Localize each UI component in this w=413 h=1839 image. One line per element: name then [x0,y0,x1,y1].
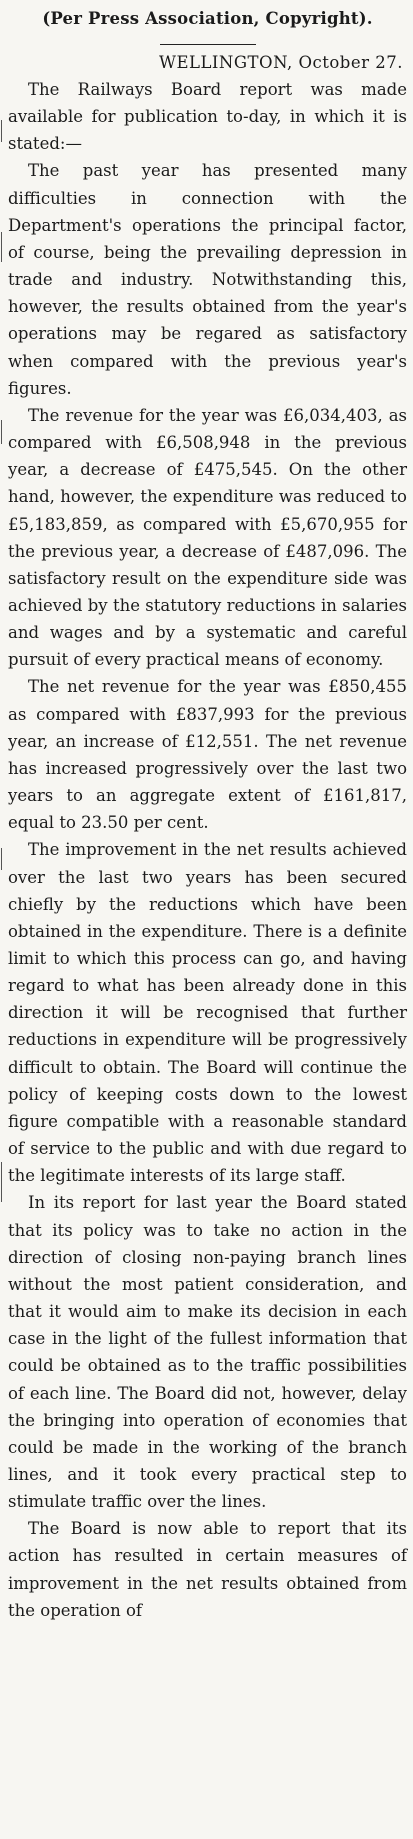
paragraph-board-report: The Board is now able to report that its action has resulted in certain measures of improvement in the net results obtained from the operation of [8,1519,407,1620]
paragraph-revenue: The revenue for the year was £6,034,403, as compared with £6,508,948 in the previous year, a decrease of £475,545. On the other hand, however, the expenditure was reduced to £5,183,859, as compared with £5,670,955 for the previous year, a decrease of £487,096. The satisfactory result on the expenditure side was achieved by the statutory reductions in salaries and wages and by a systematic and careful pursuit of every practical means of economy. [8,405,407,670]
column-edge-mark [1,420,2,444]
divider-rule [160,44,256,45]
paragraph-net-revenue: The net revenue for the year was £850,455 as compared with £837,993 for the previous year, an increase of £12,551. The net revenue has increased progressively over the last two years to an aggregate extent of £161,817, equal to 23.50 per cent. [8,677,407,833]
column-edge-mark [1,232,2,262]
paragraph-improvement: The improvement in the net results achieved over the last two years has been secured chiefly by the reductions which have been obtained in the expenditure. There is a definite limit to which this process can go, and having regard to what has been already done in this direction it will be recognised that further reductions in expenditure will be progressively difficult to obtain. The Board will continue the policy of keeping costs down to the lowest figure compatible with a reasonable standard of service to the public and with due regard to the legitimate interests of its large staff. [8,840,407,1186]
byline: (Per Press Association, Copyright). [42,9,373,28]
column-edge-mark [1,1162,2,1202]
column-edge-mark [1,848,2,870]
dateline: WELLINGTON, October 27. [159,53,403,72]
paragraph-difficulties: The past year has presented many difficulties in connection with the Department's operations the principal factor, of course, being the prevailing depression in trade and industry. Notwithstanding this, however, the results obtained from the year's operations may be regared as satisfactory when compared with the previous year's figures. [8,161,407,398]
paragraph-branch-lines: In its report for last year the Board stated that its policy was to take no action in the direction of closing non-paying branch lines without the most patient consideration, and that it would aim to make its decision in each case in the light of the fullest information that could be obtained as to the traffic possibilities of each line. The Board did not, however, delay the bringing into operation of economies that could be made in the working of the branch lines, and it took every practical step to stimulate traffic over the lines. [8,1193,407,1512]
paragraph-intro: The Railways Board report was made available for publication to-day, in which it is stated:— [8,80,407,154]
column-edge-mark [1,120,2,142]
